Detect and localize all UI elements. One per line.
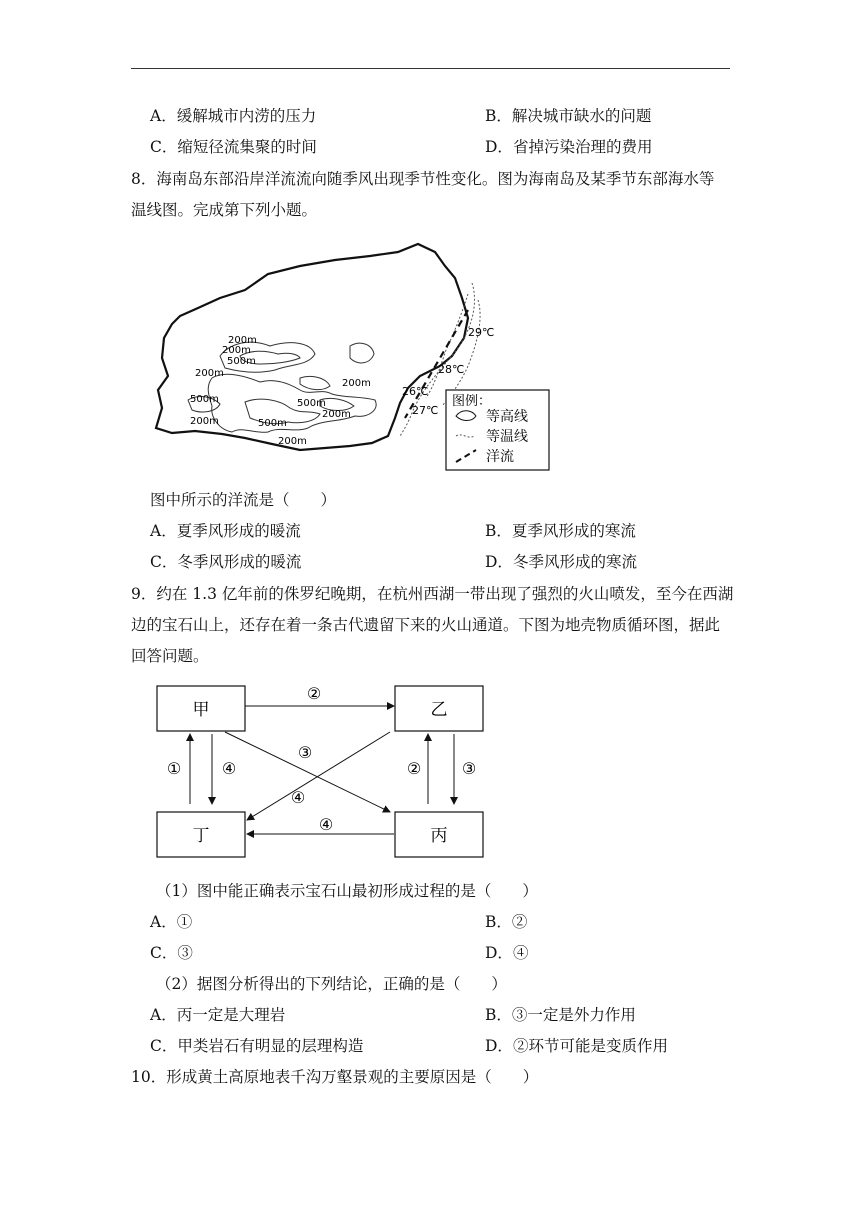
contour-label: 500m bbox=[227, 356, 256, 367]
q9-stem-line2: 边的宝石山上，还存在着一条古代遗留下来的火山通道。下图为地壳物质循环图，据此 bbox=[131, 616, 721, 634]
contour-label: 200m bbox=[322, 409, 351, 420]
arrow-label: ③ bbox=[297, 743, 313, 762]
contour-label: 200m bbox=[278, 436, 307, 447]
rock-cycle-diagram bbox=[150, 678, 495, 863]
box-ding-label: 丁 bbox=[192, 826, 210, 846]
q9-sub1-option-b[interactable]: B．② bbox=[485, 913, 528, 931]
q7-option-c[interactable]: C．缩短径流集聚的时间 bbox=[150, 138, 317, 156]
q7-option-d[interactable]: D．省掉污染治理的费用 bbox=[485, 138, 653, 156]
box-yi-label: 乙 bbox=[430, 700, 448, 720]
q8-stem-line2: 温线图。完成第下列小题。 bbox=[131, 201, 318, 219]
q9-stem-line3: 回答问题。 bbox=[131, 647, 209, 665]
isotherm-label: 26℃ bbox=[402, 385, 429, 398]
hainan-map bbox=[150, 238, 555, 473]
q7-option-b[interactable]: B．解决城市缺水的问题 bbox=[485, 107, 652, 125]
arrow-label: ④ bbox=[290, 788, 306, 807]
arrow-label: ③ bbox=[461, 759, 477, 778]
arrow-label: ④ bbox=[318, 815, 334, 834]
q8-stem-line1: 8．海南岛东部沿岸洋流流向随季风出现季节性变化。图为海南岛及某季节东部海水等 bbox=[131, 170, 715, 188]
q9-sub1-option-d[interactable]: D．④ bbox=[485, 944, 529, 962]
isotherm-label: 29℃ bbox=[468, 326, 495, 339]
arrow-yi-ding bbox=[247, 732, 390, 820]
contour-label: 200m bbox=[190, 416, 219, 427]
q9-sub1-option-c[interactable]: C．③ bbox=[150, 944, 193, 962]
header-rule bbox=[131, 68, 730, 69]
legend-item-contour: 等高线 bbox=[486, 409, 528, 425]
q9-sub2-option-b[interactable]: B．③一定是外力作用 bbox=[485, 1006, 636, 1024]
box-bing-label: 丙 bbox=[430, 826, 448, 846]
contour-label: 200m bbox=[222, 345, 251, 356]
contour-label: 500m bbox=[297, 398, 326, 409]
arrow-label: ② bbox=[406, 759, 422, 778]
isotherm-label: 28℃ bbox=[438, 363, 465, 376]
arrow-label: ② bbox=[306, 684, 322, 703]
q10-stem: 10．形成黄土高原地表千沟万壑景观的主要原因是（ ） bbox=[131, 1068, 539, 1086]
q8-option-d[interactable]: D．冬季风形成的寒流 bbox=[485, 553, 637, 571]
contour-label: 500m bbox=[258, 418, 287, 429]
q9-sub2-option-c[interactable]: C．甲类岩石有明显的层理构造 bbox=[150, 1037, 364, 1055]
contour-label: 200m bbox=[342, 378, 371, 389]
q8-option-a[interactable]: A．夏季风形成的暖流 bbox=[150, 522, 301, 540]
map-legend bbox=[446, 390, 549, 470]
q8-option-c[interactable]: C．冬季风形成的暖流 bbox=[150, 553, 302, 571]
q8-option-b[interactable]: B．夏季风形成的寒流 bbox=[485, 522, 636, 540]
legend-item-current: 洋流 bbox=[486, 449, 514, 465]
legend-item-isotherm: 等温线 bbox=[486, 429, 528, 445]
arrow-label: ④ bbox=[221, 759, 237, 778]
q9-sub2-option-a[interactable]: A．丙一定是大理岩 bbox=[150, 1006, 286, 1024]
contour-label: 200m bbox=[195, 368, 224, 379]
isotherm-label: 27℃ bbox=[412, 404, 439, 417]
q7-option-a[interactable]: A．缓解城市内涝的压力 bbox=[150, 107, 317, 125]
contour-label: 200m bbox=[228, 335, 257, 346]
contour-label: 500m bbox=[190, 394, 219, 405]
box-jia-label: 甲 bbox=[192, 700, 210, 720]
legend-title: 图例： bbox=[452, 394, 492, 409]
q9-sub2-question: （2）据图分析得出的下列结论，正确的是（ ） bbox=[156, 975, 507, 993]
q8-question: 图中所示的洋流是（ ） bbox=[150, 491, 337, 509]
arrow-label: ① bbox=[166, 759, 182, 778]
q9-stem-line1: 9．约在 1.3 亿年前的侏罗纪晚期，在杭州西湖一带出现了强烈的火山喷发，至今在西湖 bbox=[131, 585, 734, 603]
q9-sub1-option-a[interactable]: A．① bbox=[150, 913, 193, 931]
q9-sub2-option-d[interactable]: D．②环节可能是变质作用 bbox=[485, 1037, 668, 1055]
q9-sub1-question: （1）图中能正确表示宝石山最初形成过程的是（ ） bbox=[156, 882, 538, 900]
